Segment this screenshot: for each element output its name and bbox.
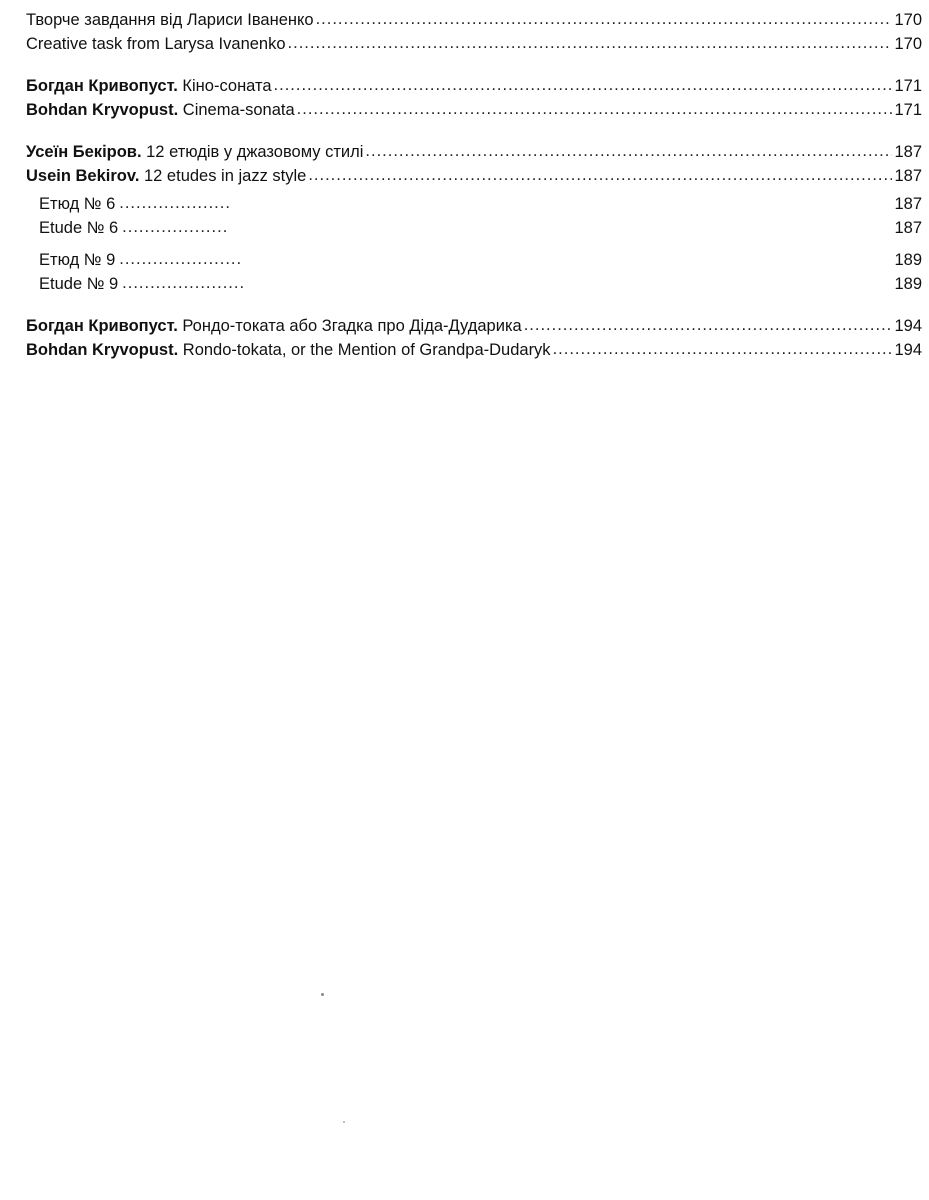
- dot-leader: ......................: [119, 250, 243, 268]
- toc-entry-work: 12 etudes in jazz style: [139, 167, 307, 185]
- toc-entry-author: Usein Bekirov.: [26, 167, 140, 185]
- toc-subentry-title: Етюд № 9: [39, 251, 116, 269]
- toc-entry-author: Богдан Кривопуст.: [26, 77, 178, 95]
- dot-leader: [553, 337, 893, 361]
- toc-subentry[interactable]: [26, 216, 922, 240]
- toc-page-number: 187: [894, 143, 922, 161]
- toc-entry-title: Творче завдання від Лариси Іваненко: [26, 11, 314, 29]
- toc-entry-work: Rondo-tokata, or the Mention of Grandpa-Dudaryk: [178, 341, 551, 359]
- toc-page-number: 187: [894, 219, 922, 237]
- toc-page-number: 171: [894, 77, 922, 95]
- toc-entry-title: [26, 164, 306, 188]
- toc-page-number: 194: [894, 317, 922, 335]
- dot-leader: [316, 7, 893, 31]
- toc-entry-title: Creative task from Larysa Ivanenko: [26, 35, 286, 53]
- toc-page-number: 187: [894, 167, 922, 185]
- toc-entry-title: [26, 140, 363, 164]
- toc-entry-title: [26, 74, 272, 98]
- section-gap: [26, 56, 922, 74]
- toc-entry[interactable]: [26, 164, 922, 188]
- toc-entry-work: Cinema-sonata: [178, 101, 295, 119]
- scan-speck: [321, 993, 324, 996]
- toc-page-number: 189: [894, 275, 922, 293]
- toc-page-number: 187: [894, 195, 922, 213]
- toc-entry[interactable]: [26, 314, 922, 338]
- toc-entry-author: Усеїн Бекіров.: [26, 143, 142, 161]
- toc-entry[interactable]: [26, 32, 922, 56]
- toc-entry-author: Bohdan Kryvopust.: [26, 341, 179, 359]
- toc-entry-work: Кіно-соната: [177, 77, 272, 95]
- dot-leader: ....................: [119, 194, 231, 212]
- toc-entry-author: Богдан Кривопуст.: [26, 317, 178, 335]
- toc-entry-title: [26, 98, 295, 122]
- dot-leader: [308, 163, 892, 187]
- toc-page-number: 171: [894, 101, 922, 119]
- toc-page-number: 194: [894, 341, 922, 359]
- dot-leader: [365, 139, 892, 163]
- table-of-contents: [26, 8, 922, 362]
- toc-page-number: 170: [894, 35, 922, 53]
- section-gap: [26, 296, 922, 314]
- dot-leader: ...................: [122, 218, 229, 236]
- toc-subentry-title: Етюд № 6: [39, 195, 116, 213]
- dot-leader: [297, 97, 893, 121]
- dot-leader: [288, 31, 893, 55]
- toc-entry-title: [26, 338, 551, 362]
- toc-entry-work: 12 етюдів у джазовому стилі: [141, 143, 364, 161]
- toc-entry[interactable]: [26, 140, 922, 164]
- dot-leader: [274, 73, 893, 97]
- toc-entry-title: [26, 314, 522, 338]
- toc-subentry[interactable]: [26, 248, 922, 272]
- toc-entry[interactable]: [26, 74, 922, 98]
- toc-subentry[interactable]: [26, 272, 922, 296]
- toc-entry[interactable]: [26, 98, 922, 122]
- dot-leader: [524, 313, 893, 337]
- toc-entry-work: Рондо-токата або Згадка про Діда-Дударика: [177, 317, 522, 335]
- dot-leader: ......................: [122, 274, 246, 292]
- toc-entry-author: Bohdan Kryvopust.: [26, 101, 179, 119]
- toc-subentry-title: Etude № 6: [39, 219, 119, 237]
- toc-page-number: 189: [894, 251, 922, 269]
- toc-subentry-title: Etude № 9: [39, 275, 119, 293]
- toc-page-number: 170: [894, 11, 922, 29]
- scan-speck: [343, 1121, 345, 1123]
- toc-entry[interactable]: [26, 8, 922, 32]
- toc-entry[interactable]: [26, 338, 922, 362]
- section-gap: [26, 122, 922, 140]
- toc-subentry[interactable]: [26, 192, 922, 216]
